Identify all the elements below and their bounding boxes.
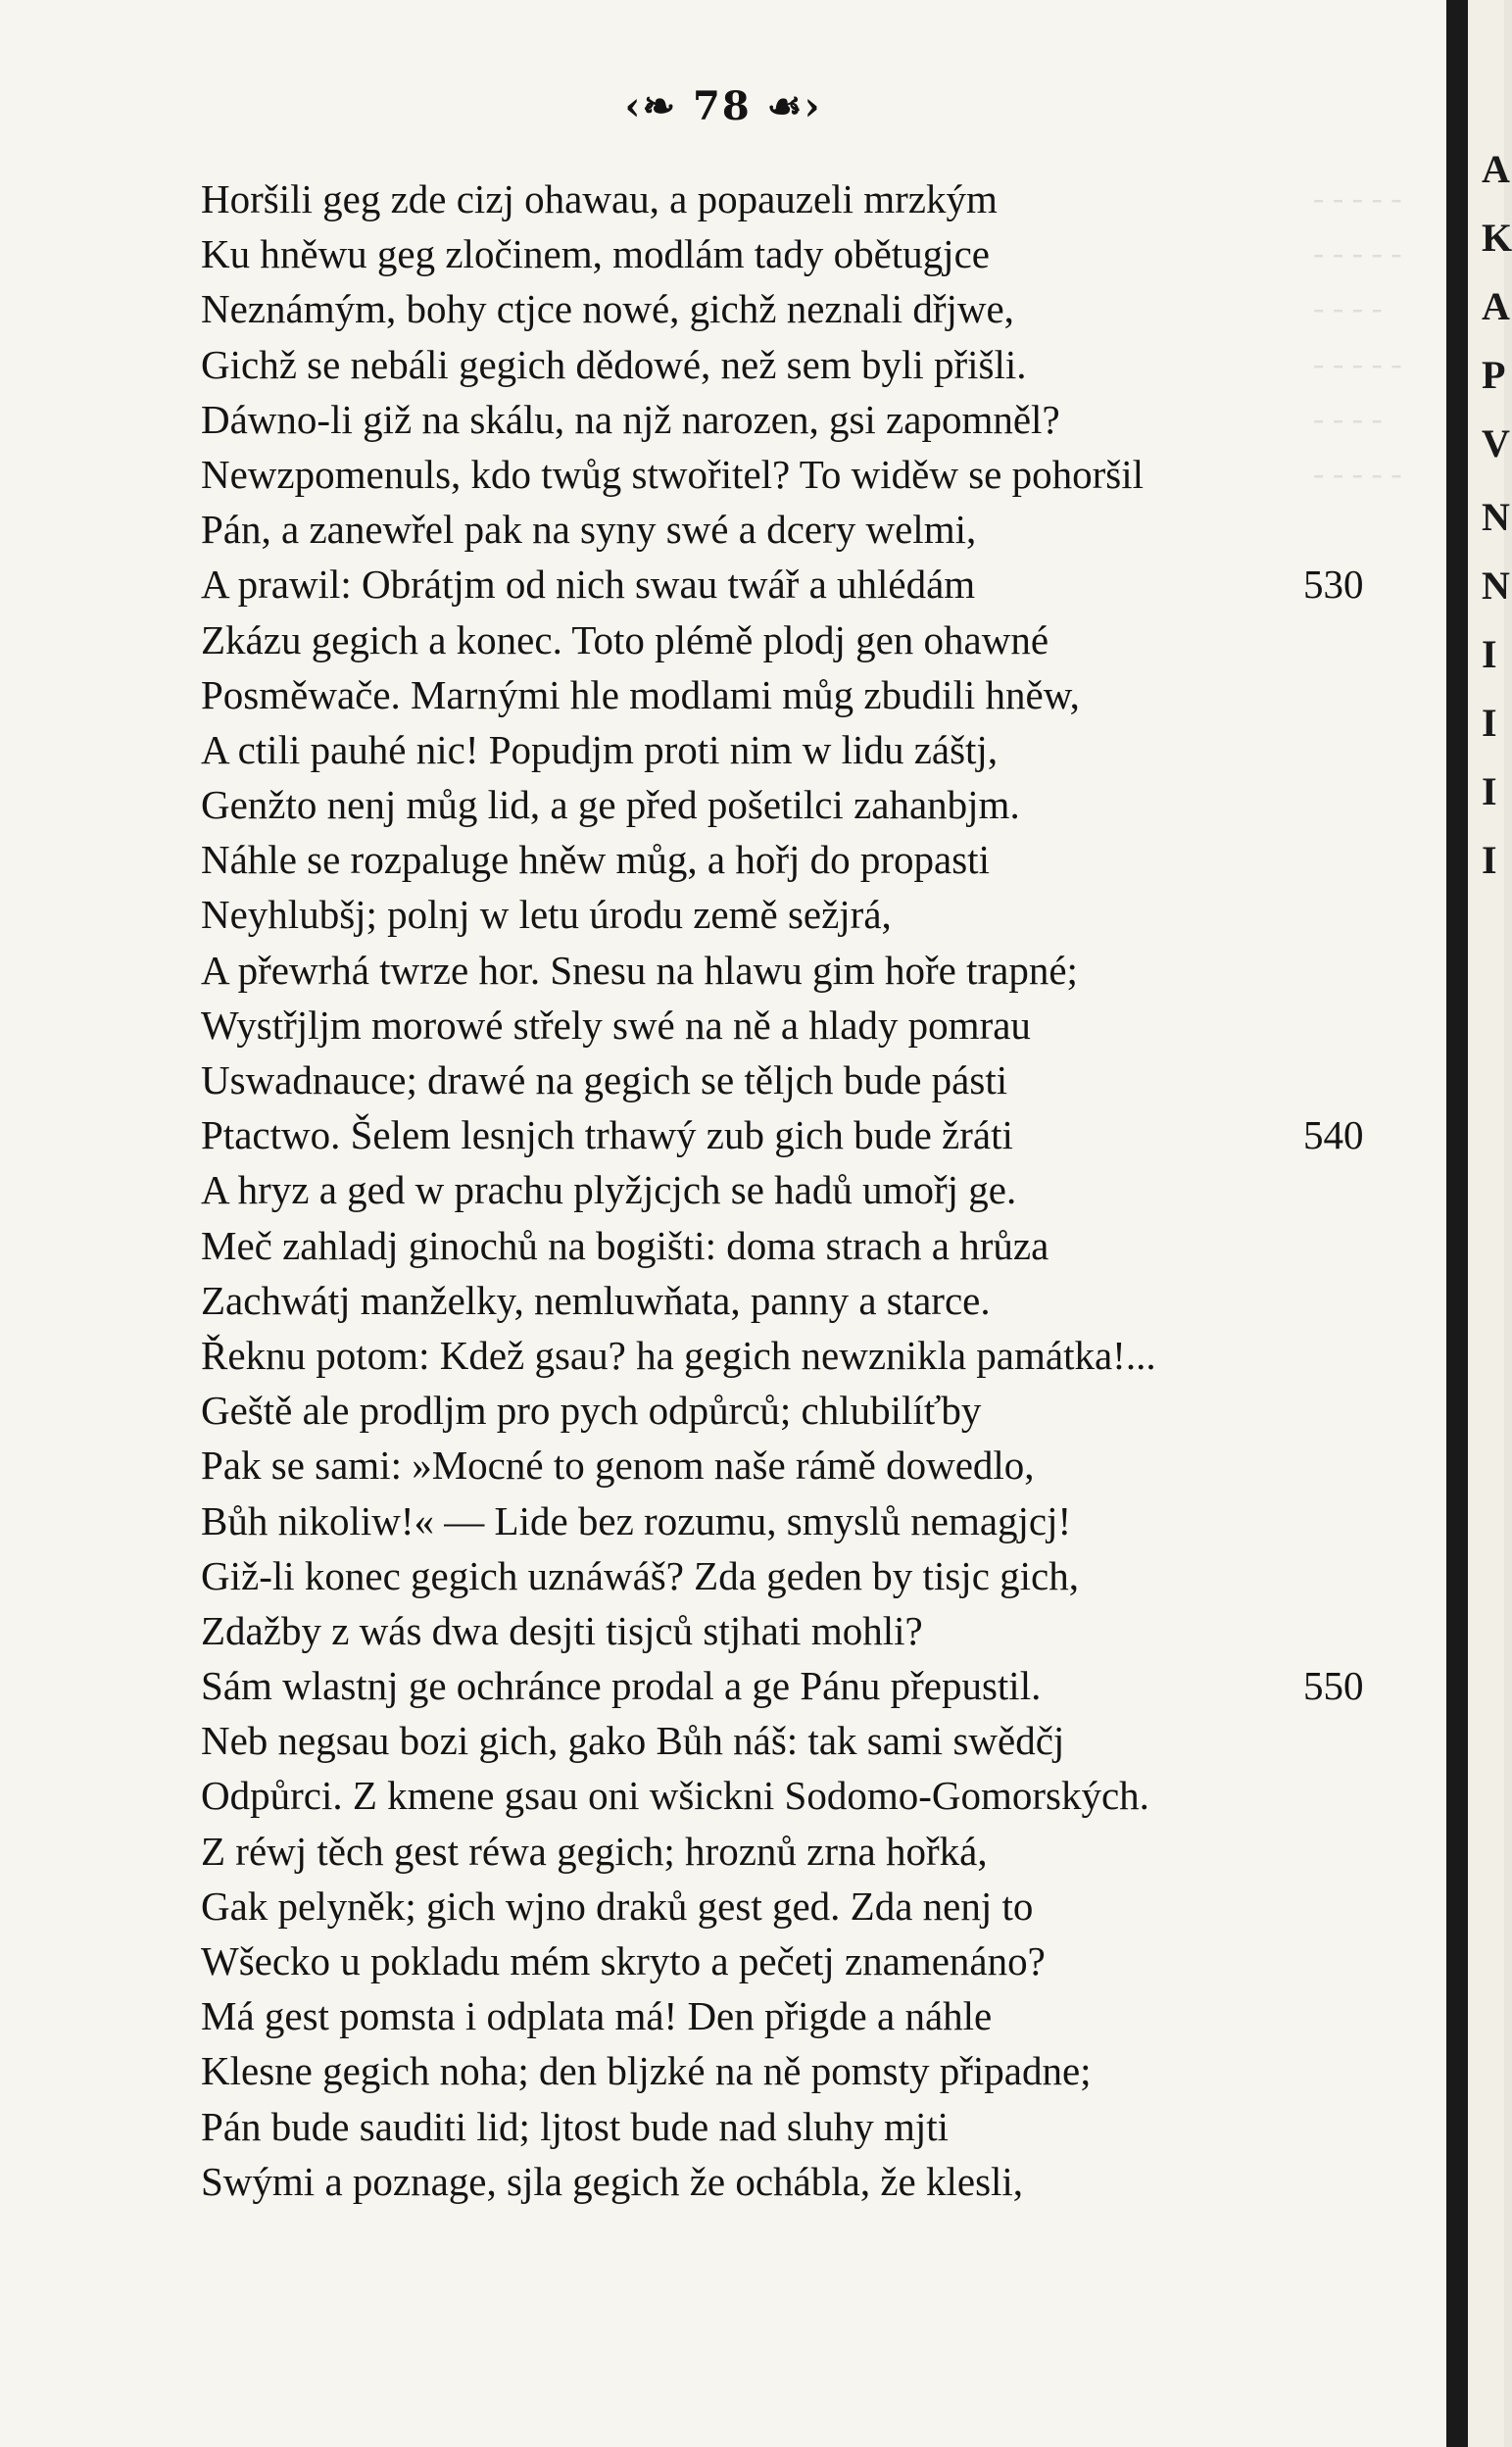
verse-line-text: Zdažby z wás dwa desjti tisjců stjhati mohli?: [201, 1607, 923, 1653]
verse-line: [201, 943, 1396, 998]
adjacent-page-letter: I: [1482, 701, 1497, 745]
verse-line-text: Sám wlastnj ge ochránce prodal a ge Pánu přepustil.: [201, 1663, 1042, 1709]
adjacent-page-letter: N: [1482, 495, 1510, 539]
verse-line: [201, 392, 1396, 447]
ornament-left: ‹❧: [624, 83, 693, 129]
verse-line: [201, 1052, 1396, 1107]
verse-block: [201, 171, 1396, 2209]
verse-line-text: Newzpomenuls, kdo twůg stwořitel? To widěw se pohoršil: [201, 451, 1145, 497]
verse-line-text: Zkázu gegich a konec. Toto plémě plodj gen ohawné: [201, 616, 1049, 662]
verse-line: [201, 1218, 1396, 1273]
verse-line: [201, 998, 1396, 1052]
verse-line: [201, 447, 1396, 502]
page-header: [0, 83, 1446, 129]
verse-line: [201, 612, 1396, 667]
verse-line-text: Neb negsau bozi gich, gako Bůh náš: tak sami swědčj: [201, 1718, 1065, 1764]
page-number: 78: [692, 83, 752, 129]
adjacent-page-edge: [1468, 0, 1512, 2447]
verse-line: [201, 337, 1396, 392]
verse-line-text: Řeknu potom: Kdež gsau? ha gegich newznikla památka!...: [201, 1332, 1156, 1378]
verse-line: [201, 1933, 1396, 1988]
ornament-right: ☙›: [751, 83, 822, 129]
verse-line: [201, 2043, 1396, 2098]
verse-line: [201, 502, 1396, 557]
verse-line-text: A hryz a ged w prachu plyžjcjch se hadů umořj ge.: [201, 1167, 1017, 1213]
verse-line: [201, 226, 1396, 281]
verse-line-text: Neyhlubšj; polnj w letu úrodu země sežjrá,: [201, 892, 892, 938]
adjacent-page-letter: A: [1482, 147, 1510, 191]
verse-line-text: Genžto nenj můg lid, a ge před pošetilci zahanbjm.: [201, 782, 1020, 828]
verse-line: [201, 667, 1396, 722]
verse-line: [201, 777, 1396, 832]
verse-line-text: Ptactwo. Šelem lesnjch trhawý zub gich bude žráti: [201, 1112, 1013, 1158]
verse-line: [201, 1603, 1396, 1658]
verse-line-text: Wystřjljm morowé střely swé na ně a hlady pomrau: [201, 1002, 1031, 1048]
verse-line-text: Má gest pomsta i odplata má! Den přigde a náhle: [201, 1993, 993, 2039]
verse-line-text: A ctili pauhé nic! Popudjm proti nim w lidu záštj,: [201, 726, 999, 772]
verse-line-text: Wšecko u pokladu mém skryto a pečetj znamenáno?: [201, 1938, 1046, 1983]
verse-line-text: Pak se sami: »Mocné to genom naše rámě dowedlo,: [201, 1443, 1035, 1489]
verse-line: [201, 722, 1396, 777]
verse-line-text: Náhle se rozpaluge hněw můg, a hořj do propasti: [201, 837, 990, 883]
verse-line-text: Neznámým, bohy ctjce nowé, gichž neznali dřjwe,: [201, 286, 1014, 332]
verse-line-text: Swými a poznage, sjla gegich že ochábla, že klesli,: [201, 2158, 1024, 2204]
verse-line: [201, 1548, 1396, 1603]
verse-line-text: Gichž se nebáli gegich dědowé, než sem byli přišli.: [201, 341, 1027, 387]
verse-line: [201, 2099, 1396, 2154]
verse-line-text: A prawil: Obrátjm od nich swau twář a uhlédám: [201, 562, 976, 608]
bleed-through-text: - - - - - - - - - - - - - - - - - - - - - - - - - - - -: [1313, 180, 1402, 493]
verse-line-text: Z réwj těch gest réwa gegich; hroznů zrna hořká,: [201, 1828, 988, 1874]
page-gutter: [1446, 0, 1468, 2447]
verse-line: [201, 832, 1396, 887]
adjacent-page-letter: K: [1482, 216, 1512, 260]
verse-line-text: Pán, a zanewřel pak na syny swé a dcery welmi,: [201, 507, 977, 553]
adjacent-page-letter: N: [1482, 563, 1510, 608]
verse-line: [201, 1107, 1396, 1162]
verse-line-text: Giž-li konec gegich uznáwáš? Zda geden by tisjc gich,: [201, 1552, 1079, 1598]
verse-line-text: A přewrhá twrze hor. Snesu na hlawu gim hoře trapné;: [201, 947, 1078, 993]
verse-line-text: Meč zahladj ginochů na bogišti: doma strach a hrůza: [201, 1222, 1049, 1268]
verse-line: [201, 1824, 1396, 1879]
verse-line-text: Uswadnauce; drawé na gegich se těljch bude pásti: [201, 1057, 1008, 1102]
verse-line: [201, 1713, 1396, 1768]
verse-line-text: Geště ale prodljm pro pych odpůrců; chlubilíťby: [201, 1388, 982, 1434]
verse-line: [201, 2154, 1396, 2209]
line-number: 540: [1303, 1112, 1364, 1158]
line-number: 530: [1303, 562, 1364, 608]
verse-line: [201, 281, 1396, 336]
verse-line-text: Odpůrci. Z kmene gsau oni wšickni Sodomo-Gomorských.: [201, 1773, 1149, 1819]
verse-line: [201, 1493, 1396, 1548]
verse-line: [201, 1273, 1396, 1328]
verse-line: [201, 557, 1396, 612]
verse-line-text: Horšili geg zde cizj ohawau, a popauzeli mrzkým: [201, 176, 998, 221]
adjacent-page-letter: I: [1482, 769, 1497, 813]
adjacent-page-letter: V: [1482, 421, 1510, 465]
line-number: 550: [1303, 1663, 1364, 1709]
verse-line-text: Posměwače. Marnými hle modlami můg zbudili hněw,: [201, 671, 1080, 717]
verse-line-text: Pán bude sauditi lid; ljtost bude nad sluhy mjti: [201, 2103, 950, 2149]
adjacent-page-letter: I: [1482, 632, 1497, 676]
verse-line-text: Klesne gegich noha; den bljzké na ně pomsty připadne;: [201, 2048, 1092, 2094]
verse-line: [201, 1383, 1396, 1438]
verse-line-text: Dáwno-li giž na skálu, na njž narozen, gsi zapomněl?: [201, 396, 1060, 442]
verse-line: [201, 887, 1396, 942]
adjacent-page-letter: I: [1482, 838, 1497, 882]
verse-line-text: Gak pelyněk; gich wjno draků gest ged. Zda nenj to: [201, 1883, 1034, 1929]
verse-line-text: Ku hněwu geg zločinem, modlám tady obětugjce: [201, 231, 990, 277]
adjacent-page-letter: P: [1482, 353, 1506, 397]
verse-line: [201, 1879, 1396, 1933]
verse-line: [201, 1438, 1396, 1493]
verse-line: [201, 1988, 1396, 2043]
verse-line-text: Bůh nikoliw!« — Lide bez rozumu, smyslů nemagjcj!: [201, 1497, 1072, 1543]
verse-line: [201, 171, 1396, 226]
verse-line-text: Zachwátj manželky, nemluwňata, panny a starce.: [201, 1277, 991, 1323]
verse-line: [201, 1162, 1396, 1217]
adjacent-page-letter: A: [1482, 284, 1510, 328]
verse-line: [201, 1768, 1396, 1823]
verse-line: [201, 1658, 1396, 1713]
verse-line: [201, 1328, 1396, 1383]
